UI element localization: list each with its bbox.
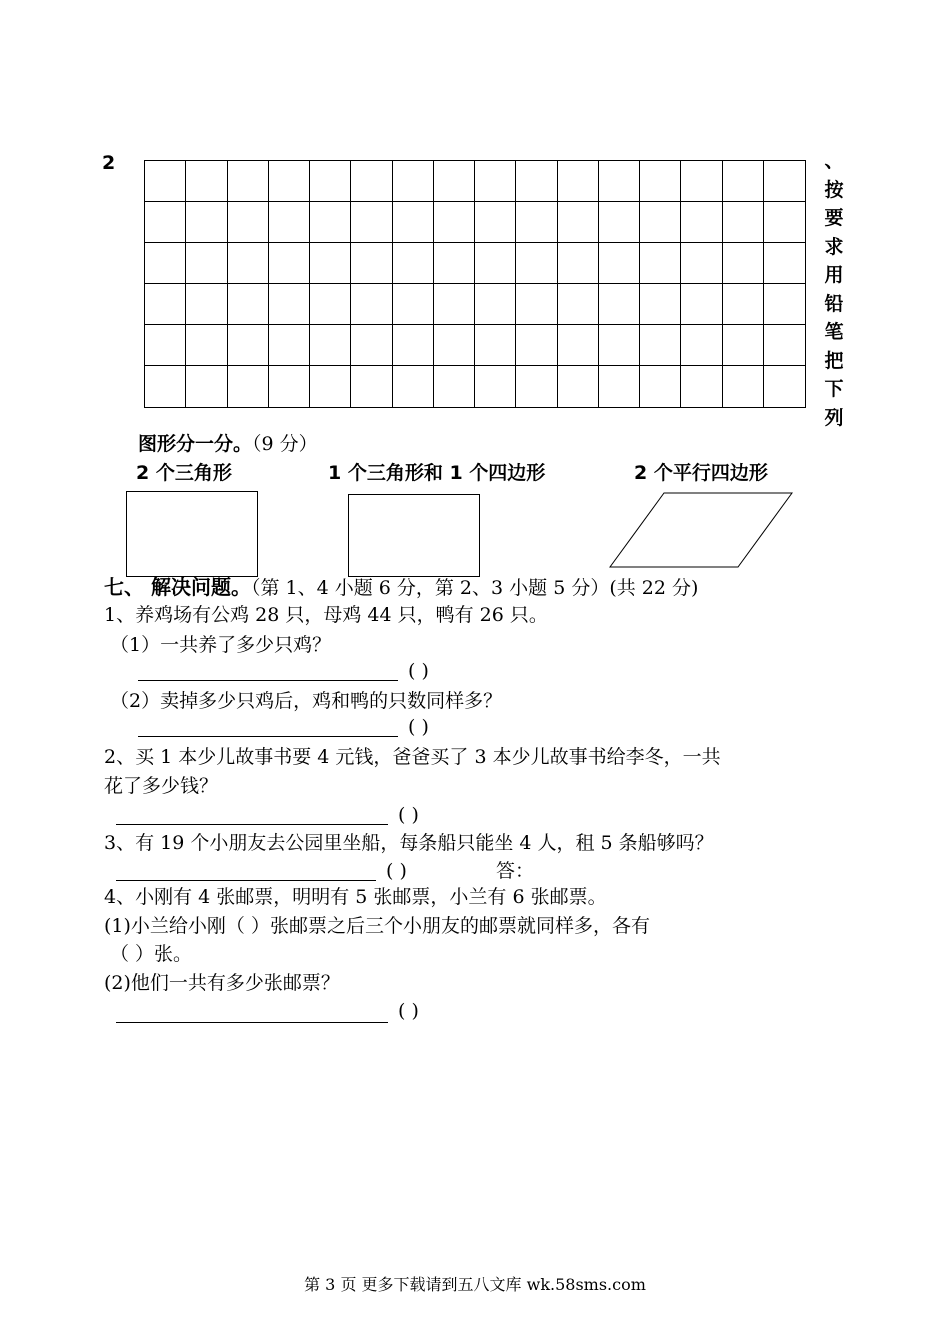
grid-cell[interactable] (640, 366, 681, 407)
grid-cell[interactable] (516, 161, 557, 202)
grid-cell[interactable] (269, 243, 310, 284)
answer-line[interactable] (116, 1022, 388, 1023)
grid-cell[interactable] (228, 202, 269, 243)
grid-cell[interactable] (351, 161, 392, 202)
grid-cell[interactable] (723, 202, 764, 243)
grid-cell[interactable] (723, 243, 764, 284)
score-text: （9 分） (252, 433, 318, 455)
grid-cell[interactable] (599, 325, 640, 366)
grid-cell[interactable] (681, 366, 722, 407)
problem-1-sub2: （2）卖掉多少只鸡后，鸡和鸭的只数同样多？ (110, 690, 503, 712)
section-score-note: （第 1、4 小题 6 分，第 2、3 小题 5 分）(共 22 分) (250, 577, 699, 599)
answer-blank[interactable]: ( ) (398, 1000, 419, 1022)
label-two-parallelograms: 2 个平行四边形 (634, 462, 768, 484)
grid-cell[interactable] (145, 161, 186, 202)
answer-line[interactable] (138, 736, 398, 737)
grid-cell[interactable] (475, 161, 516, 202)
vertical-instruction (820, 147, 848, 432)
grid-cell[interactable] (599, 243, 640, 284)
grid-cell[interactable] (558, 243, 599, 284)
grid-cell[interactable] (145, 243, 186, 284)
vertical-char: 笔 (824, 321, 844, 343)
grid-cell[interactable] (640, 202, 681, 243)
problem-4-sub1-line1: (1)小兰给小刚（ ）张邮票之后三个小朋友的邮票就同样多，各有 (104, 915, 650, 937)
grid-cell[interactable] (681, 161, 722, 202)
parallelogram-shape[interactable] (608, 492, 794, 568)
grid-cell[interactable] (516, 243, 557, 284)
answer-line[interactable] (116, 880, 376, 881)
grid-cell[interactable] (475, 284, 516, 325)
grid-cell[interactable] (516, 325, 557, 366)
answer-blank[interactable]: ( ) (408, 716, 429, 738)
problem-1-sub1: （1）一共养了多少只鸡？ (110, 634, 332, 656)
grid-cell[interactable] (558, 284, 599, 325)
grid-cell[interactable] (310, 325, 351, 366)
grid-cell[interactable] (310, 202, 351, 243)
grid-cell[interactable] (723, 284, 764, 325)
grid-cell[interactable] (310, 284, 351, 325)
grid-cell[interactable] (393, 202, 434, 243)
answer-blank[interactable]: ( ) (398, 804, 419, 826)
grid-cell[interactable] (764, 325, 805, 366)
grid-cell[interactable] (640, 284, 681, 325)
grid-cell[interactable] (640, 325, 681, 366)
grid-cell[interactable] (269, 325, 310, 366)
grid-cell[interactable] (475, 366, 516, 407)
question-number: 2 (102, 152, 116, 174)
grid-cell[interactable] (186, 202, 227, 243)
instruction-text: 图形分一分。 (138, 433, 253, 455)
grid-cell[interactable] (558, 366, 599, 407)
grid-cell[interactable] (599, 366, 640, 407)
grid-cell[interactable] (681, 325, 722, 366)
grid-cell[interactable] (310, 161, 351, 202)
grid-cell[interactable] (640, 161, 681, 202)
problem-2-line1: 2、买 1 本少儿故事书要 4 元钱，爸爸买了 3 本少儿故事书给李冬，一共 (104, 746, 721, 768)
grid-cell[interactable] (434, 366, 475, 407)
grid-cell[interactable] (269, 202, 310, 243)
grid-cell[interactable] (434, 284, 475, 325)
grid-cell[interactable] (310, 243, 351, 284)
grid-cell[interactable] (681, 284, 722, 325)
problem-1-stem: 1、养鸡场有公鸡 28 只，母鸡 44 只，鸭有 26 只。 (104, 604, 548, 626)
answer-blank[interactable]: ( ) (408, 660, 429, 682)
section-title: 七、 解决问题。 (104, 575, 251, 599)
vertical-char: 列 (824, 406, 844, 429)
grid-cell[interactable] (310, 366, 351, 407)
grid-cell[interactable] (681, 202, 722, 243)
problem-3-stem: 3、有 19 个小朋友去公园里坐船，每条船只能坐 4 人，租 5 条船够吗？ (104, 832, 714, 854)
grid-cell[interactable] (475, 243, 516, 284)
grid-cell[interactable] (351, 366, 392, 407)
page-footer: 第 3 页 更多下载请到五八文库 wk.58sms.com (304, 1275, 646, 1294)
grid-cell[interactable] (764, 284, 805, 325)
grid-cell[interactable] (434, 243, 475, 284)
grid-cell[interactable] (516, 202, 557, 243)
grid-cell[interactable] (351, 284, 392, 325)
grid-cell[interactable] (393, 161, 434, 202)
answer-line[interactable] (116, 824, 388, 825)
grid-cell[interactable] (228, 284, 269, 325)
grid-cell[interactable] (764, 202, 805, 243)
grid-cell[interactable] (764, 161, 805, 202)
vertical-char: 求 (824, 235, 844, 258)
grid-cell[interactable] (145, 325, 186, 366)
problem-4-sub1-line2: （ ）张。 (110, 943, 193, 965)
instruction-continuation (138, 431, 318, 457)
grid-cell[interactable] (228, 325, 269, 366)
grid-cell[interactable] (516, 284, 557, 325)
grid-cell[interactable] (434, 202, 475, 243)
grid-cell[interactable] (228, 243, 269, 284)
vertical-char: 下 (824, 378, 844, 400)
grid-cell[interactable] (228, 366, 269, 407)
grid-cell[interactable] (475, 325, 516, 366)
grid-cell[interactable] (393, 243, 434, 284)
grid-cell[interactable] (269, 161, 310, 202)
grid-cell[interactable] (516, 366, 557, 407)
grid-cell[interactable] (351, 202, 392, 243)
grid-cell[interactable] (764, 366, 805, 407)
grid-cell[interactable] (145, 284, 186, 325)
grid-cell[interactable] (558, 325, 599, 366)
grid-cell[interactable] (145, 366, 186, 407)
grid-cell[interactable] (640, 243, 681, 284)
grid-cell[interactable] (351, 243, 392, 284)
problem-2-line2: 花了多少钱？ (104, 775, 219, 797)
grid-cell[interactable] (393, 325, 434, 366)
problem-4-stem: 4、小刚有 4 张邮票，明明有 5 张邮票，小兰有 6 张邮票。 (104, 886, 607, 908)
grid-cell[interactable] (186, 161, 227, 202)
grid-cell[interactable] (393, 366, 434, 407)
grid-cell[interactable] (599, 284, 640, 325)
grid-cell[interactable] (558, 202, 599, 243)
grid-cell[interactable] (186, 366, 227, 407)
grid-cell[interactable] (681, 243, 722, 284)
answer-label: 答： (496, 860, 535, 882)
grid-cell[interactable] (186, 284, 227, 325)
problem-4-sub2: (2)他们一共有多少张邮票？ (104, 972, 340, 994)
grid-cell[interactable] (269, 366, 310, 407)
vertical-char: 铅 (824, 292, 844, 315)
grid-cell[interactable] (434, 161, 475, 202)
drawing-grid[interactable] (144, 160, 806, 408)
grid-cell[interactable] (558, 161, 599, 202)
label-triangle-quadrilateral: 1 个三角形和 1 个四边形 (328, 462, 546, 484)
grid-cell[interactable] (269, 284, 310, 325)
grid-cell[interactable] (723, 161, 764, 202)
grid-cell[interactable] (723, 366, 764, 407)
grid-cell[interactable] (723, 325, 764, 366)
grid-cell[interactable] (145, 202, 186, 243)
label-two-triangles: 2 个三角形 (136, 462, 232, 484)
answer-line[interactable] (138, 680, 398, 681)
grid-cell[interactable] (434, 325, 475, 366)
grid-cell[interactable] (599, 202, 640, 243)
vertical-char: 按 (824, 178, 844, 201)
grid-cell[interactable] (351, 325, 392, 366)
grid-cell[interactable] (228, 161, 269, 202)
grid-cell[interactable] (599, 161, 640, 202)
grid-cell[interactable] (186, 243, 227, 284)
vertical-char: 要 (824, 207, 844, 229)
grid-cell[interactable] (393, 284, 434, 325)
vertical-char: 把 (824, 349, 844, 372)
answer-blank[interactable]: ( ) (386, 860, 407, 882)
grid-cell[interactable] (475, 202, 516, 243)
grid-cell[interactable] (186, 325, 227, 366)
rectangle-shape-1[interactable] (126, 491, 258, 577)
rectangle-shape-2[interactable] (348, 494, 480, 577)
section-heading (104, 573, 698, 602)
grid-cell[interactable] (764, 243, 805, 284)
vertical-char: 用 (824, 264, 844, 286)
vertical-char: 、 (824, 150, 844, 172)
